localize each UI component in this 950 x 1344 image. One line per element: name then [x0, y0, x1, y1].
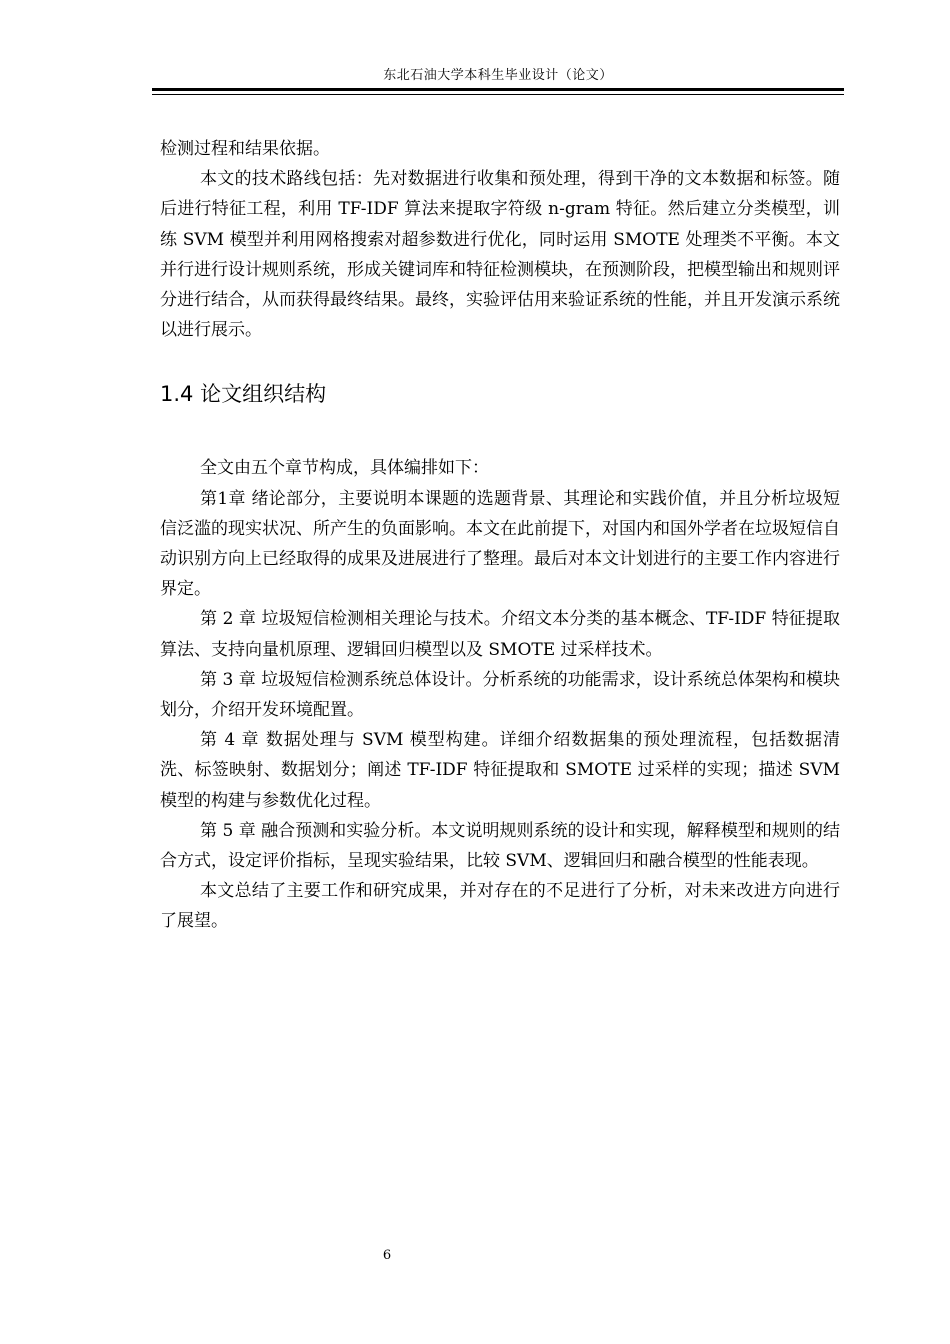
chapter-1-summary: 第1章 绪论部分，主要说明本课题的选题背景、其理论和实践价值，并且分析垃圾短信泛滥的现实状况、所产生的负面影响。本文在此前提下，对国内和国外学者在垃圾短信自动识别方向上已经取得的成果及进展进行了整理。最后对本文计划进行的主要工作内容进行界定。: [160, 488, 840, 600]
technical-route-paragraph: 本文的技术路线包括：先对数据进行收集和预处理，得到干净的文本数据和标签。随后进行特征工程，利用 TF-IDF 算法来提取字符级 n-gram 特征。然后建立分类模型，训练 SVM 模型并利用网格搜索对超参数进行优化，同时运用 SMOTE 处理类不平衡。本文并行进行设计规则系统，形成关键词库和特征检测模块，在预测阶段，把模型输出和规则评分进行结合，从而获得最终结果。最终，实验评估用来验证系统的性能，并且开发演示系统以进行展示。: [160, 169, 840, 341]
section-heading: 1.4 论文组织结构: [160, 382, 327, 407]
page-number: 6: [382, 1248, 392, 1263]
chapter-4-summary: 第 4 章 数据处理与 SVM 模型构建。详细介绍数据集的预处理流程，包括数据清洗、标签映射、数据划分；阐述 TF-IDF 特征提取和 SMOTE 过采样的实现；描述 SVM 模型的构建与参数优化过程。: [160, 730, 840, 811]
chapter-3-summary: 第 3 章 垃圾短信检测系统总体设计。分析系统的功能需求，设计系统总体架构和模块划分，介绍开发环境配置。: [160, 669, 840, 721]
closing-paragraph: 本文总结了主要工作和研究成果，并对存在的不足进行了分析，对未来改进方向进行了展望。: [160, 881, 840, 932]
header-rule-thin: [152, 94, 844, 95]
chapter-2-summary: 第 2 章 垃圾短信检测相关理论与技术。介绍文本分类的基本概念、TF-IDF 特征提取算法、支持向量机原理、逻辑回归模型以及 SMOTE 过采样技术。: [160, 609, 840, 660]
chapter-5-summary: 第 5 章 融合预测和实验分析。本文说明规则系统的设计和实现，解释模型和规则的结合方式，设定评价指标，呈现实验结果，比较 SVM、逻辑回归和融合模型的性能表现。: [160, 820, 840, 872]
running-header: 东北石油大学本科生毕业设计（论文）: [383, 68, 613, 83]
organization-intro: 全文由五个章节构成，具体编排如下：: [200, 458, 489, 479]
header-rule-thick: [152, 88, 844, 91]
continuation-paragraph: 检测过程和结果依据。: [160, 139, 330, 159]
page-content: [160, 134, 840, 937]
